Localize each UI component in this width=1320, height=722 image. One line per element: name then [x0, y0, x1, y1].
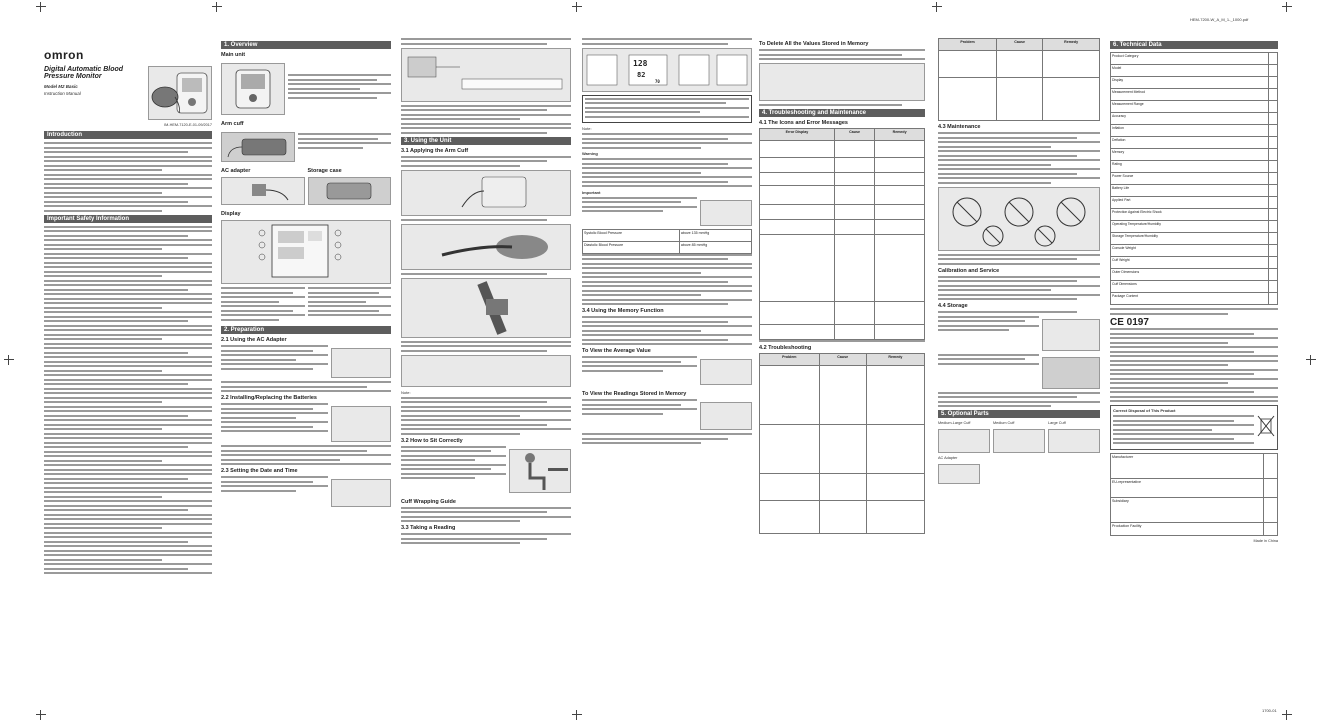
display-sequence-icon	[583, 49, 751, 91]
section-safety: Important Safety Information	[44, 215, 212, 223]
subsection-4-4: 4.4 Storage	[938, 303, 968, 309]
main-unit-image	[221, 63, 285, 115]
spec-memory: Memory	[1111, 149, 1269, 161]
elbow-image	[401, 355, 571, 387]
dia-label: Diastolic Blood Pressure	[583, 241, 680, 253]
crop-mark	[1282, 710, 1292, 720]
memory-display-image	[700, 402, 752, 430]
insert-plug-image	[401, 170, 571, 216]
file-code: HEM-7200-W_A_M_1-_1000.pdf	[1190, 17, 1249, 22]
dia-readout: 82	[637, 70, 646, 79]
pressure-note-box	[582, 95, 752, 124]
case-icon	[309, 178, 389, 204]
view-stored-label: To View the Readings Stored in Memory	[582, 391, 687, 397]
crop-mark	[932, 2, 942, 12]
company-table	[1110, 453, 1278, 536]
pulse-readout: 70	[655, 78, 660, 84]
maintenance-warnings-image	[938, 187, 1100, 251]
model-line: Model M2 Basic	[44, 84, 78, 89]
opt-part-3-image	[1048, 429, 1100, 453]
sitting-image	[509, 449, 571, 493]
disposal-box	[1110, 405, 1278, 450]
crop-mark	[572, 2, 582, 12]
cuff-wrapping-guide: Cuff Wrapping Guide	[401, 498, 456, 505]
spec-deflation: Deflation	[1111, 137, 1269, 149]
battery-image	[331, 406, 391, 442]
subsection-2-3: 2.3 Setting the Date and Time	[221, 468, 298, 474]
device-icon	[222, 64, 284, 114]
opt-part-4-image	[938, 464, 980, 484]
date-time-icon	[402, 49, 570, 101]
sys-readout: 128	[633, 58, 648, 68]
eu-rep-label: EU-representative	[1111, 478, 1264, 497]
subsection-4-2: 4.2 Troubleshooting	[759, 345, 812, 351]
ce-mark: CE 0197	[1110, 317, 1149, 328]
col-remedy-3: Remedy	[1043, 39, 1100, 51]
weee-bin-icon	[1257, 415, 1275, 437]
col-problem-3: Problem	[939, 39, 997, 51]
arm-cuff-image	[221, 132, 295, 162]
col-remedy: Remedy	[875, 129, 925, 141]
spec-cuff-weight: Cuff Weight	[1111, 257, 1269, 269]
delete-memory-image	[759, 63, 925, 101]
arm-cuff-icon	[402, 225, 570, 269]
storage-case-label: Storage case	[307, 168, 342, 174]
monitor-cover-image	[148, 66, 212, 120]
column-maintenance	[938, 38, 1100, 700]
sys-value: above 135 mmHg	[679, 229, 751, 241]
average-display-image	[700, 359, 752, 385]
important-label: Important	[582, 189, 601, 195]
position-icon	[402, 279, 570, 337]
problem-table	[759, 353, 925, 534]
disposal-title: Correct Disposal of This Product	[1113, 408, 1176, 413]
crop-mark	[572, 710, 582, 720]
position-cuff-image	[401, 278, 571, 338]
column-using	[401, 38, 571, 700]
subsection-3-3: 3.3 Taking a Reading	[401, 525, 456, 531]
spec-applied-part: Applied Part	[1111, 197, 1269, 209]
page-code: 1700-01	[1262, 708, 1277, 713]
opt-part-1-image	[938, 429, 990, 453]
plug-icon	[222, 178, 302, 204]
display-diagram	[221, 220, 391, 284]
cuff-icon	[222, 133, 294, 161]
subsection-3-1: 3.1 Applying the Arm Cuff	[401, 147, 469, 154]
column-technical	[1110, 38, 1278, 700]
col-cause: Cause	[834, 129, 874, 141]
ac-adapter-image	[221, 177, 305, 205]
spec-product-category: Product Category	[1111, 53, 1269, 65]
bp-threshold-table	[582, 229, 752, 254]
section-troubleshooting: 4. Troubleshooting and Maintenance	[759, 109, 925, 117]
delete-all-label: To Delete All the Values Stored in Memory	[759, 41, 869, 47]
adapter-plug-image	[331, 348, 391, 378]
product-title: Digital Automatic Blood Pressure Monitor	[44, 66, 124, 80]
spec-inflation: Inflation	[1111, 125, 1269, 137]
spec-method: Measurement Method	[1111, 89, 1269, 101]
reading-display-sequence	[582, 48, 752, 92]
section-using: 3. Using the Unit	[401, 137, 571, 145]
crop-mark	[36, 2, 46, 12]
subsidiary-label: Subsidiary	[1111, 497, 1264, 522]
crop-mark	[1282, 2, 1292, 12]
manual-label: Instruction Manual	[44, 91, 81, 96]
column-troubleshooting	[759, 38, 925, 700]
spec-cuff-dimensions: Cuff Dimensions	[1111, 281, 1269, 293]
column-reading	[582, 38, 752, 700]
manufacturer-label: Manufacturer	[1111, 453, 1264, 478]
col-problem: Problem	[760, 354, 820, 366]
production-label: Production Facility	[1111, 522, 1264, 535]
spec-weight: Console Weight	[1111, 245, 1269, 257]
opt-part-1: Medium-Large Cuff	[938, 421, 971, 425]
intro-text	[44, 142, 212, 212]
spec-table	[1110, 52, 1278, 305]
subsection-3-4: 3.4 Using the Memory Function	[582, 308, 664, 314]
arm-cuff-label: Arm cuff	[221, 121, 244, 127]
set-buzzer-image	[331, 479, 391, 507]
col-remedy-2: Remedy	[866, 354, 924, 366]
spec-dimensions: Outer Dimensions	[1111, 269, 1269, 281]
col-cause-3: Cause	[997, 39, 1043, 51]
crop-mark	[212, 2, 222, 12]
unplug-image	[1042, 319, 1100, 351]
spec-accuracy: Accuracy	[1111, 113, 1269, 125]
sys-label: Systolic Blood Pressure	[583, 229, 680, 241]
important-display-image	[700, 200, 752, 226]
calibration-label: Calibration and Service	[938, 267, 1000, 274]
section-technical: 6. Technical Data	[1110, 41, 1278, 49]
section-overview: 1. Overview	[221, 41, 391, 49]
dia-value: above 85 mmHg	[679, 241, 751, 253]
col-error-display: Error Display	[760, 129, 835, 141]
monitor-icon	[149, 67, 211, 119]
note-label: Note:	[401, 389, 411, 395]
spec-display: Display	[1111, 77, 1269, 89]
crop-mark	[4, 355, 14, 365]
view-average-label: To View the Average Value	[582, 348, 651, 354]
subsection-4-1: 4.1 The Icons and Error Messages	[759, 120, 848, 126]
spec-power: Power Source	[1111, 173, 1269, 185]
date-time-diagram	[401, 48, 571, 102]
note-label-2: Note:	[582, 126, 592, 131]
column-cover	[44, 38, 212, 700]
subsection-2-2: 2.2 Installing/Replacing the Batteries	[221, 395, 317, 401]
spec-battery-life: Battery Life	[1111, 185, 1269, 197]
opt-part-4: AC Adapter	[938, 456, 958, 460]
subsection-2-1: 2.1 Using the AC Adapter	[221, 337, 287, 343]
cuff-plug-icon	[402, 171, 570, 215]
person-sitting-icon	[510, 450, 570, 492]
made-in: Made in China	[1253, 538, 1278, 543]
crop-mark	[1306, 355, 1316, 365]
omron-logo: omron	[44, 48, 84, 62]
error-table	[759, 128, 925, 340]
storage-case-image	[308, 177, 392, 205]
col-cause-2: Cause	[819, 354, 866, 366]
spec-contents: Package Content	[1111, 293, 1269, 305]
section-introduction: Introduction	[44, 131, 212, 139]
do-not-icons	[939, 188, 1099, 250]
main-unit-label: Main unit	[221, 52, 246, 58]
spec-range: Measurement Range	[1111, 101, 1269, 113]
store-case-image	[1042, 357, 1100, 389]
safety-text	[44, 226, 212, 575]
opt-part-2-image	[993, 429, 1045, 453]
crop-mark	[36, 710, 46, 720]
spec-storage: Storage Temperature/Humidity	[1111, 233, 1269, 245]
display-label: Display	[221, 211, 241, 217]
ac-adapter-label: AC adapter	[221, 168, 251, 174]
column-overview	[221, 38, 391, 700]
spec-operating: Operating Temperature/Humidity	[1111, 221, 1269, 233]
arm-through-cuff-image	[401, 224, 571, 270]
problem-table-cont	[938, 38, 1100, 121]
subsection-4-3: 4.3 Maintenance	[938, 124, 981, 130]
ref-code: IM-HEM-7120-E-01-09/2017	[164, 123, 212, 127]
spec-rating: Rating	[1111, 161, 1269, 173]
warning-label: Warning	[582, 151, 598, 156]
opt-part-3: Large Cuff	[1048, 421, 1066, 425]
subsection-3-2: 3.2 How to Sit Correctly	[401, 437, 463, 444]
section-optional-parts: 5. Optional Parts	[938, 410, 1100, 418]
display-icon	[222, 221, 390, 283]
spec-protection: Protection Against Electric Shock	[1111, 209, 1269, 221]
spec-model: Model	[1111, 65, 1269, 77]
opt-part-2: Medium Cuff	[993, 421, 1015, 425]
section-preparation: 2. Preparation	[221, 326, 391, 334]
